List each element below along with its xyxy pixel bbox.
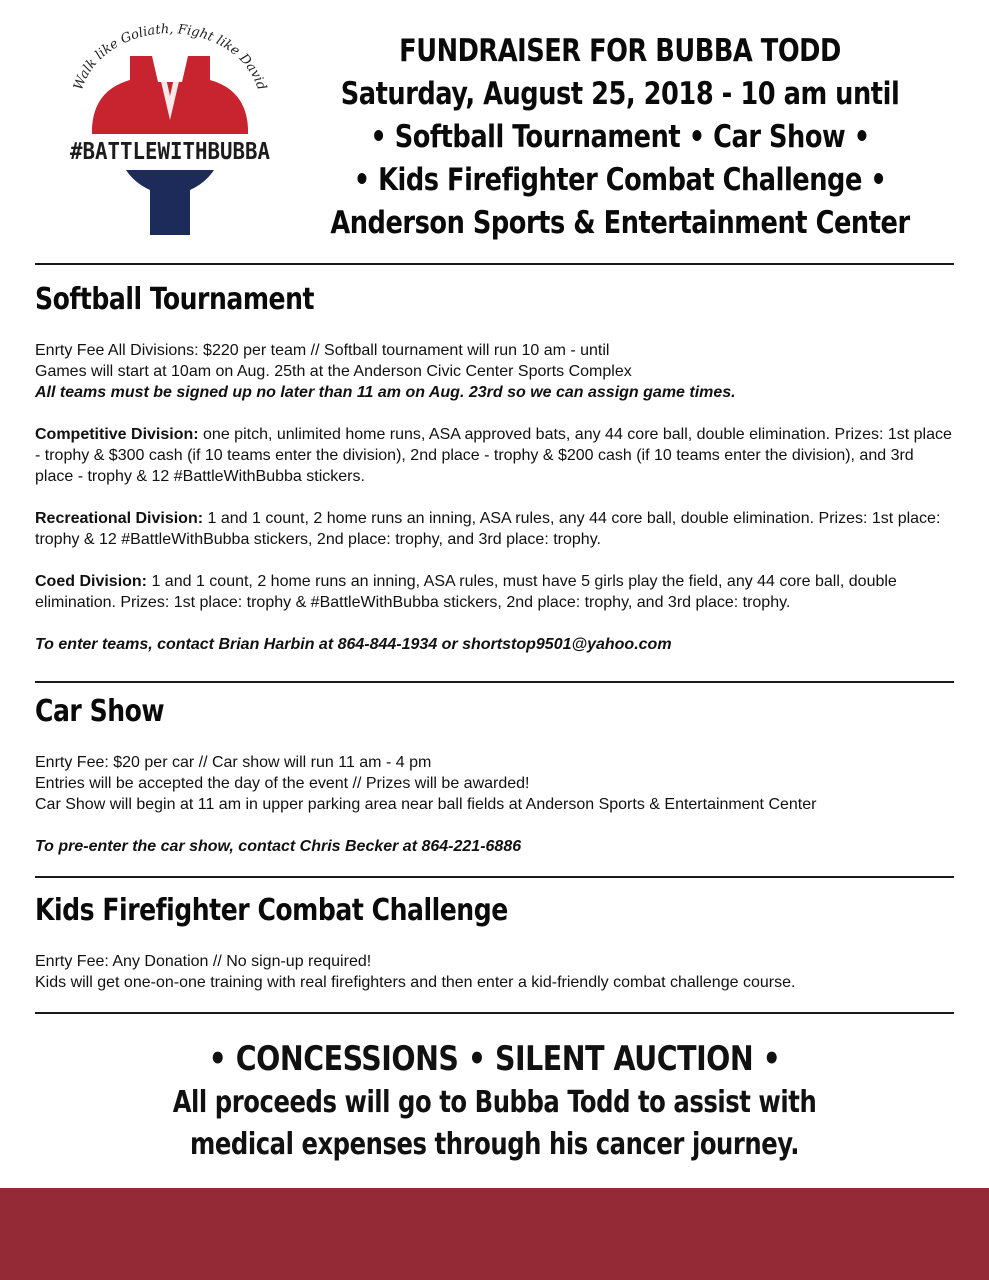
footer-proceeds-1: All proceeds will go to Bubba Todd to assist with — [172, 1085, 817, 1120]
footer-concessions: • CONCESSIONS • SILENT AUCTION • — [208, 1039, 781, 1079]
softball-deadline: All teams must be signed up no later than 11 am on Aug. 23rd so we can assign game times. — [35, 384, 736, 401]
logo-arc-text: Walk like Goliath, Fight like David — [71, 22, 269, 93]
coed-text: 1 and 1 count, 2 home runs an inning, ASA rules, must have 5 girls play the field, any 44 core ball, double elimination. Prizes: 1st place: trophy & #BattleWithBubba stickers, 2nd place: trophy, and 3rd place: trophy. — [35, 573, 897, 611]
carshow-body — [35, 752, 955, 857]
softball-contact: To enter teams, contact Brian Harbin at 864-844-1934 or shortstop9501@yahoo.com — [35, 636, 672, 653]
recreational-text: 1 and 1 count, 2 home runs an inning, ASA rules, any 44 core ball, double elimination. Prizes: 1st place: trophy & 12 #BattleWithBubba stickers, 2nd place: trophy, and 3rd place: trophy. — [35, 510, 941, 548]
header-venue: Anderson Sports & Entertainment Center — [330, 205, 910, 241]
competitive-division — [35, 424, 955, 487]
carshow-line-3: Car Show will begin at 11 am in upper parking area near ball fields at Anderson Sports & Entertainment Center — [35, 796, 817, 813]
recreational-division — [35, 508, 955, 550]
coed-division — [35, 571, 955, 613]
kids-line-1: Enrty Fee: Any Donation // No sign-up required! — [35, 953, 372, 970]
divider — [35, 1012, 954, 1014]
kids-line-2: Kids will get one-on-one training with real firefighters and then enter a kid-friendly combat challenge course. — [35, 974, 796, 991]
recreational-label: Recreational Division: — [35, 510, 204, 527]
header-events-2: • Kids Firefighter Combat Challenge • — [353, 162, 887, 198]
footer-proceeds-2: medical expenses through his cancer journey. — [189, 1127, 799, 1162]
bottom-color-bar — [0, 1188, 989, 1280]
carshow-line-1: Enrty Fee: $20 per car // Car show will run 11 am - 4 pm — [35, 754, 432, 771]
battle-with-bubba-logo — [60, 20, 280, 245]
divider — [35, 876, 954, 878]
header-title: FUNDRAISER FOR BUBBA TODD — [399, 33, 841, 69]
divider — [35, 681, 954, 683]
header-events-1: • Softball Tournament • Car Show • — [370, 119, 870, 155]
softball-title: Softball Tournament — [35, 282, 315, 317]
event-header — [300, 30, 940, 245]
kids-body — [35, 951, 955, 993]
competitive-text: one pitch, unlimited home runs, ASA approved bats, any 44 core ball, double elimination. Prizes: 1st place - trophy & $300 cash (if 10 teams enter the division), 2nd place - trophy & $200 cash (if 10 teams enter the division), and 3rd place - trophy & 12 #BattleWithBubba stickers. — [35, 426, 952, 485]
softball-line-2: Games will start at 10am on Aug. 25th at the Anderson Civic Center Sports Complex — [35, 363, 632, 380]
footer-message — [0, 1036, 989, 1166]
softball-body — [35, 340, 955, 655]
competitive-label: Competitive Division: — [35, 426, 199, 443]
logo-hashtag: #BATTLEWITHBUBBA — [70, 139, 271, 165]
divider — [35, 263, 954, 265]
kids-title: Kids Firefighter Combat Challenge — [35, 893, 508, 928]
carshow-line-2: Entries will be accepted the day of the event // Prizes will be awarded! — [35, 775, 530, 792]
coed-label: Coed Division: — [35, 573, 148, 590]
carshow-contact: To pre-enter the car show, contact Chris Becker at 864-221-6886 — [35, 838, 522, 855]
softball-line-1: Enrty Fee All Divisions: $220 per team // Softball tournament will run 10 am - until — [35, 342, 610, 359]
logo-blue-half — [60, 170, 280, 245]
header-date: Saturday, August 25, 2018 - 10 am until — [340, 76, 900, 112]
carshow-title: Car Show — [35, 694, 165, 729]
